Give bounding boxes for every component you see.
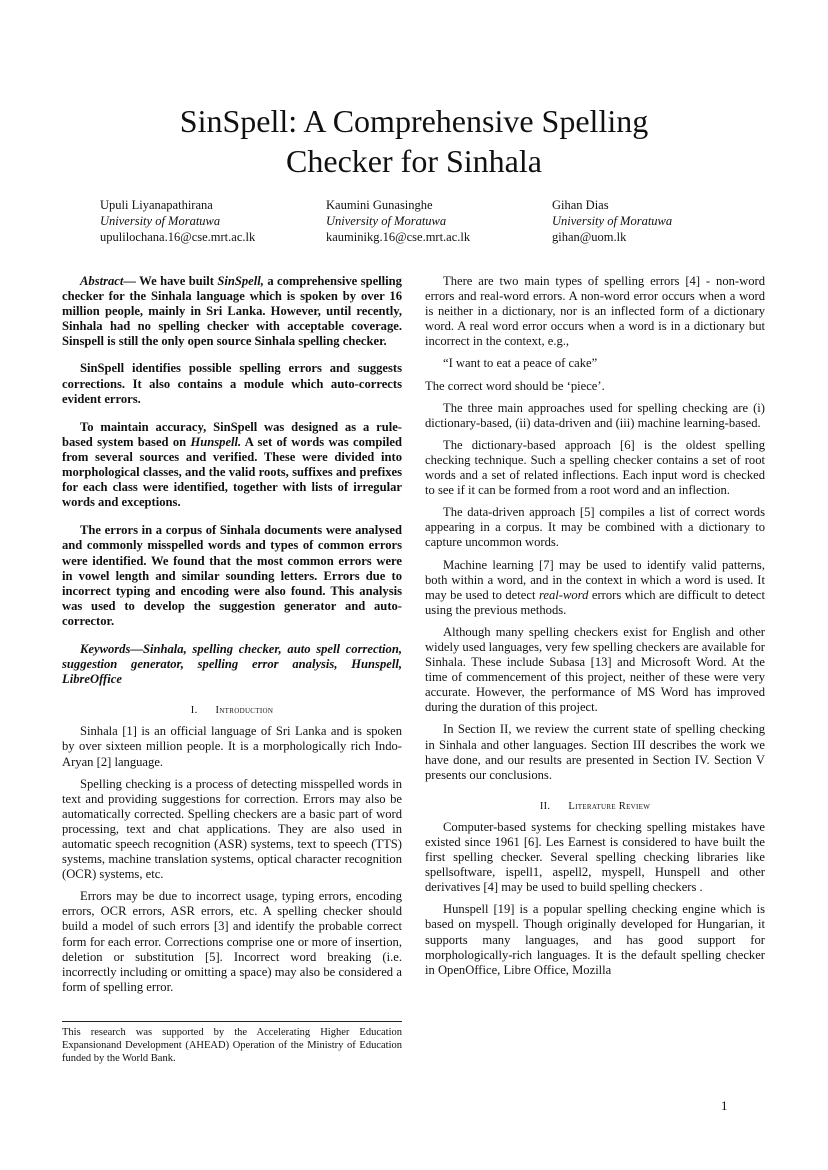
author-email: kauminikg.16@cse.mrt.ac.lk bbox=[326, 230, 471, 244]
body-paragraph: The three main approaches used for spelling checking are (i) dictionary-based, (ii) data-driven and (iii) machine learning-based. bbox=[425, 400, 765, 430]
abstract-paragraph: The errors in a corpus of Sinhala documents were analysed and commonly misspelled words and types of common errors were identified. We found that the most common errors were in vowel length and similar sounding letters. Errors due to incorrect typing and encoding were also found. This analysis was used to develop the suggestion generator and auto-corrector. bbox=[62, 523, 402, 628]
author-name: Upuli Liyanapathirana bbox=[100, 198, 213, 212]
body-paragraph: Hunspell [19] is a popular spelling checking engine which is based on myspell. Though originally developed for Hungarian, it supports many languages, and has good support for morphologically-rich languages. It is the default spelling checker in OpenOffice, Libre Office, Mozilla bbox=[425, 902, 765, 977]
author-block-3 bbox=[552, 197, 672, 245]
abstract-text: a comprehensive spelling checker for the Sinhala language which is spoken by over 16 million people, mainly in Sri Lanka. However, until recently, Sinhala had no spelling checker with acceptable coverage. Sinspell is still the only open source Sinhala spelling checker. bbox=[62, 274, 402, 349]
author-affiliation: University of Moratuwa bbox=[100, 214, 221, 228]
abstract-paragraph bbox=[62, 274, 402, 349]
abstract bbox=[62, 274, 402, 687]
section-number: I. bbox=[190, 705, 198, 717]
abstract-paragraph bbox=[62, 420, 402, 511]
author-block-1 bbox=[100, 197, 255, 245]
body-paragraph bbox=[425, 558, 765, 618]
title-line-1: SinSpell: A Comprehensive Spelling bbox=[179, 103, 649, 139]
section-title: Literature Review bbox=[568, 800, 651, 812]
body-paragraph: The dictionary-based approach [6] is the oldest spelling checking technique. Such a spelling checker contains a set of root words and a set of related inflections. Each input word is checked to see if it can be formed from a root word and an inflection. bbox=[425, 437, 765, 498]
paper-title bbox=[120, 101, 708, 181]
abstract-label: Abstract— bbox=[80, 274, 136, 288]
author-affiliation: University of Moratuwa bbox=[552, 214, 673, 228]
right-column bbox=[425, 274, 765, 985]
abstract-emphasis: Hunspell. bbox=[190, 434, 242, 449]
author-affiliation: University of Moratuwa bbox=[326, 214, 447, 228]
section-heading-literature-review bbox=[425, 799, 765, 814]
section-heading-introduction bbox=[62, 703, 402, 718]
title-line-2: Checker for Sinhala bbox=[286, 143, 542, 179]
body-paragraph: Computer-based systems for checking spelling mistakes have existed since 1961 [6]. Les Earnest is considered to have built the first spelling checker. Several spelling checking libraries like spellsoftware, ispell1, aspell2, myspell, Hunspell and other derivatives [4] may be used to build spelling checkers . bbox=[425, 819, 765, 895]
body-emphasis: real-word bbox=[538, 587, 589, 602]
page-number: 1 bbox=[721, 1098, 728, 1113]
example-quote: “I want to eat a peace of cake” bbox=[443, 356, 598, 371]
author-email: gihan@uom.lk bbox=[552, 230, 627, 244]
keywords: Keywords—Sinhala, spelling checker, auto spell correction, suggestion generator, spelling error analysis, Hunspell, LibreOffice bbox=[62, 641, 402, 687]
author-email: upulilochana.16@cse.mrt.ac.lk bbox=[100, 230, 256, 244]
body-paragraph: The data-driven approach [5] compiles a list of correct words appearing in a corpus. It may be combined with a dictionary to capture uncommon words. bbox=[425, 505, 765, 550]
author-block-2 bbox=[326, 197, 470, 245]
body-paragraph: Sinhala [1] is an official language of Sri Lanka and is spoken by over sixteen million people. It is a morphologically rich Indo-Aryan [2] language. bbox=[62, 724, 402, 769]
author-name: Gihan Dias bbox=[552, 198, 609, 212]
body-paragraph: The correct word should be ‘piece’. bbox=[425, 378, 605, 393]
body-paragraph: In Section II, we review the current state of spelling checking in Sinhala and other languages. Section III describes the work we have done, and our results are presented in Section IV. Section V presents our conclusions. bbox=[425, 722, 765, 782]
abstract-text: We have built bbox=[135, 274, 218, 288]
body-paragraph: Spelling checking is a process of detecting misspelled words in text and providing suggestions for correction. Errors may also be automatically corrected. Spelling checkers are a basic part of word processing, text and chat applications. They are also used in automatic speech recognition (ASR) systems, text to speech (TTS) systems, machine translation systems, optical character recognition (OCR) systems, etc. bbox=[62, 776, 402, 882]
abstract-text: To maintain accuracy, SinSpell was designed as a rule-based system based on bbox=[62, 419, 402, 449]
section-title: Introduction bbox=[215, 705, 274, 717]
abstract-paragraph: SinSpell identifies possible spelling errors and suggests corrections. It also contains a module which auto-corrects evident errors. bbox=[62, 361, 402, 406]
abstract-emphasis: SinSpell, bbox=[217, 274, 264, 288]
left-column bbox=[62, 274, 402, 1002]
body-text: Machine learning [7] may be used to identify valid patterns, both within a word, and in the context in which a word is used. It may be used to detect bbox=[425, 557, 765, 602]
author-name: Kaumini Gunasinghe bbox=[326, 198, 433, 212]
section-number: II. bbox=[539, 800, 551, 812]
body-paragraph: There are two main types of spelling errors [4] - non-word errors and real-word errors. A non-word error occurs when a word is neither in a dictionary, nor is an inflected form of a dictionary word. A real word error occurs when a word is in a dictionary but incorrect in the context, e.g., bbox=[425, 274, 765, 349]
body-text: errors which are difficult to detect using the previous methods. bbox=[425, 587, 766, 617]
body-paragraph: Although many spelling checkers exist for English and other widely used languages, very few spelling checkers are available for Sinhala. These include Subasa [13] and Microsoft Word. At the time of commencement of this project, neither of these were very accurate. However, the performance of MS Word has improved during the duration of this project. bbox=[425, 624, 765, 715]
footnote: This research was supported by the Accelerating Higher Education Expansionand Development (AHEAD) Operation of the Ministry of Education funded by the World Bank. bbox=[62, 1021, 402, 1065]
body-paragraph: Errors may be due to incorrect usage, typing errors, encoding errors, OCR errors, ASR errors, etc. A spelling checker should build a model of such errors [3] and identify the probable correct form for each error. Corrections comprise one or more of insertion, deletion or substitution [5]. Incorrect word breaking (i.e. incorrectly including or omitting a space) may also be considered a form of spelling error. bbox=[62, 889, 402, 994]
abstract-text: A set of words was compiled from several sources and verified. These were divided into morphological classes, and the valid roots, suffixes and prefixes for each class were identified, together with lists of irregular words and exceptions. bbox=[62, 434, 402, 510]
